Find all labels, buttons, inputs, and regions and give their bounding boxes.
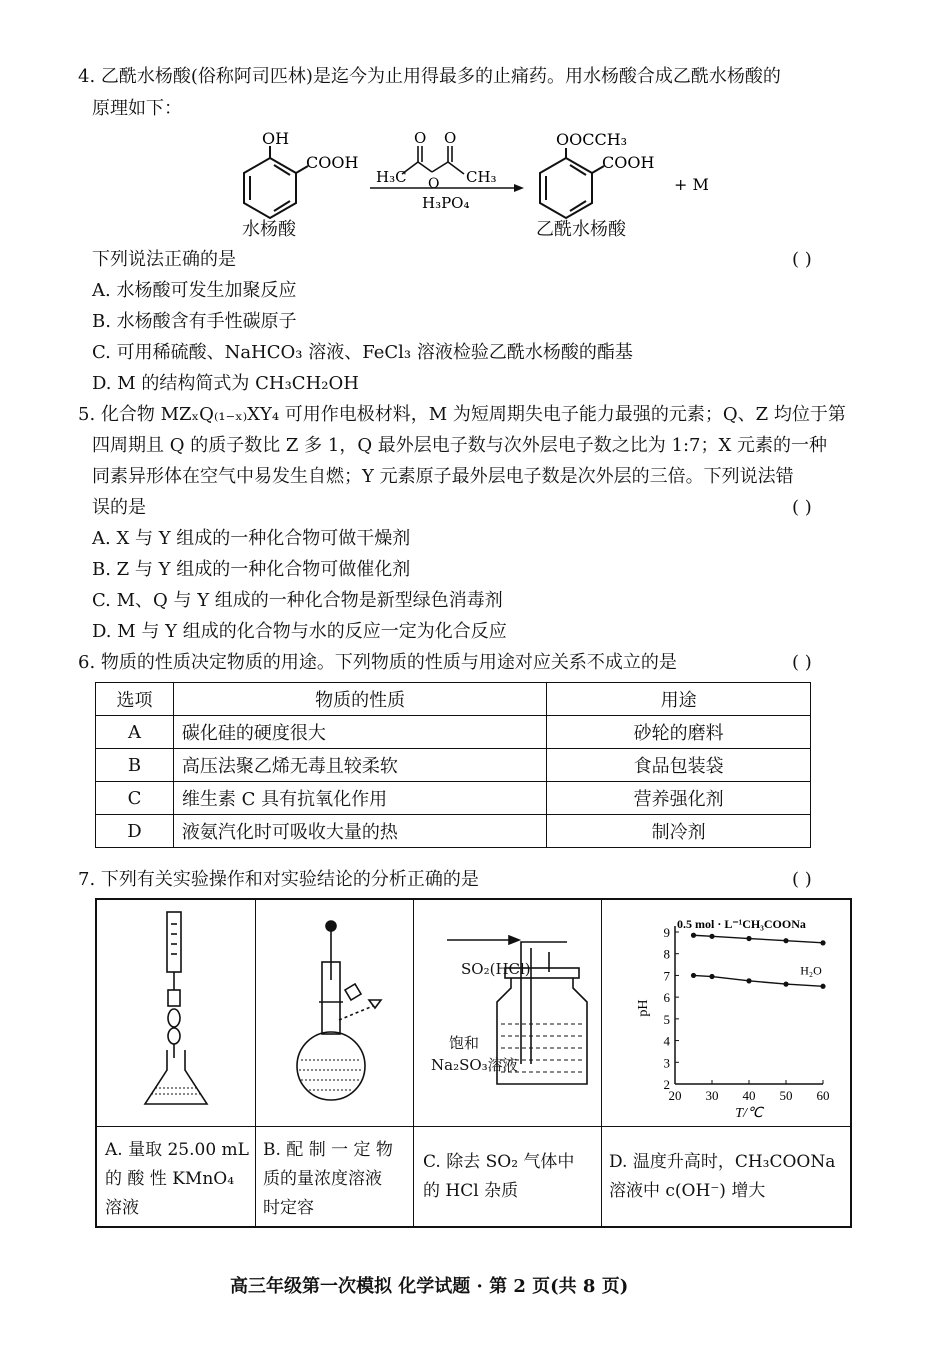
- caption-b-line: 质的量浓度溶液: [263, 1169, 382, 1189]
- q4-line-2: 原理如下：: [92, 98, 182, 119]
- row-use: 营养强化剂: [547, 782, 811, 815]
- experiment-grid: [95, 898, 852, 1228]
- caption-c: [423, 1148, 599, 1206]
- q5-line-3: 同素异形体在空气中易发生自燃；Y 元素原子最外层电子数是次外层的三倍。下列说法错: [92, 466, 794, 487]
- q5-line-4: 误的是: [92, 497, 146, 518]
- product-name: 乙酰水杨酸: [536, 219, 626, 240]
- series-label: H₂O: [800, 963, 822, 978]
- table-row: [96, 782, 811, 815]
- row-use: 制冷剂: [547, 815, 811, 848]
- x-tick-label: 60: [816, 1088, 830, 1103]
- x-tick-label: 50: [779, 1088, 793, 1103]
- properties-table: [95, 682, 811, 848]
- x-tick-label: 20: [668, 1088, 682, 1103]
- series-label: 0.5 mol · L⁻¹CH₃COONa: [677, 917, 806, 931]
- data-point: [709, 974, 714, 979]
- caption-a-line: 溶液: [105, 1198, 139, 1218]
- x-tick-label: 30: [705, 1088, 719, 1103]
- solution-label-2: Na₂SO₃溶液: [431, 1056, 518, 1074]
- byproduct-m: + M: [674, 175, 709, 194]
- row-property: 液氨汽化时可吸收大量的热: [173, 815, 546, 848]
- q4-stem: 下列说法正确的是: [92, 249, 236, 270]
- ph-temperature-chart: [603, 904, 847, 1122]
- header-use: 用途: [547, 683, 811, 716]
- data-point: [820, 984, 825, 989]
- row-option: A: [96, 716, 174, 749]
- y-tick-label: 6: [663, 990, 670, 1006]
- q5-option-c: C. M、Q 与 Y 组成的一种化合物是新型绿色消毒剂: [92, 590, 503, 611]
- q4-option-a: A. 水杨酸可发生加聚反应: [92, 280, 297, 301]
- table-row: [96, 815, 811, 848]
- data-point: [746, 978, 751, 983]
- q4-option-d: D. M 的结构简式为 CH₃CH₂OH: [92, 373, 359, 394]
- reactant-name: 水杨酸: [242, 219, 296, 240]
- anhydride-o-right: O: [444, 129, 457, 147]
- q5-option-d: D. M 与 Y 组成的化合物与水的反应一定为化合反应: [92, 621, 507, 642]
- row-option: D: [96, 815, 174, 848]
- q5-answer-bracket: ( ): [792, 497, 812, 518]
- q5-line-1: 5. 化合物 MZₓQ₍₁₋ₓ₎XY₄ 可用作电极材料，M 为短周期失电子能力最强的元素；Q、Z 均位于第: [78, 404, 846, 425]
- row-option: B: [96, 749, 174, 782]
- caption-a-line: A. 量取 25.00 mL: [105, 1140, 249, 1160]
- y-tick-label: 3: [663, 1055, 670, 1071]
- acetic-anhydride-structure: [402, 146, 464, 174]
- q7-answer-bracket: ( ): [792, 869, 812, 890]
- aspirin-structure: [540, 148, 604, 218]
- reactant-oh: OH: [262, 129, 290, 148]
- caption-c-line: C. 除去 SO₂ 气体中: [423, 1152, 575, 1172]
- row-property: 维生素 C 具有抗氧化作用: [173, 782, 546, 815]
- row-property: 碳化硅的硬度很大: [173, 716, 546, 749]
- solution-label-1: 饱和: [449, 1034, 480, 1052]
- row-option: C: [96, 782, 174, 815]
- gas-wash-bottle-figure: [427, 912, 597, 1112]
- q4-line-1: 4. 乙酰水杨酸(俗称阿司匹林)是迄今为止用得最多的止痛药。用水杨酸合成乙酰水杨酸的: [78, 66, 781, 87]
- data-point: [746, 936, 751, 941]
- grid-divider: [97, 1126, 850, 1127]
- y-tick-label: 5: [663, 1011, 670, 1027]
- reactant-cooh: COOH: [306, 153, 359, 172]
- anhydride-o-bridge: O: [428, 176, 440, 192]
- x-tick-label: 40: [742, 1088, 756, 1103]
- q5-line-2: 四周期且 Q 的质子数比 Z 多 1，Q 最外层电子数与次外层电子数之比为 1:7；X 元素的一种: [92, 435, 828, 456]
- caption-d-line: D. 温度升高时，CH₃COONa: [609, 1152, 836, 1172]
- q4-answer-bracket: ( ): [792, 249, 812, 270]
- x-axis-label: T/℃: [735, 1106, 763, 1121]
- row-property: 高压法聚乙烯无毒且较柔软: [173, 749, 546, 782]
- caption-a: [105, 1136, 251, 1223]
- y-axis-label: pH: [636, 999, 651, 1017]
- y-tick-label: 7: [663, 968, 670, 984]
- q7-stem: 7. 下列有关实验操作和对实验结论的分析正确的是: [78, 869, 479, 890]
- table-row: [96, 749, 811, 782]
- gas-inlet-label: SO₂(HCl): [461, 960, 531, 978]
- anhydride-o-left: O: [414, 129, 427, 147]
- catalyst-label: H₃PO₄: [422, 194, 470, 212]
- caption-b-line: 时定容: [263, 1198, 314, 1218]
- caption-a-line: 的 酸 性 KMnO₄: [105, 1169, 235, 1189]
- burette-titration-figure: [137, 908, 227, 1113]
- q4-option-c: C. 可用稀硫酸、NaHCO₃ 溶液、FeCl₃ 溶液检验乙酰水杨酸的酯基: [92, 342, 633, 363]
- y-tick-label: 8: [663, 946, 670, 962]
- caption-b: [263, 1136, 409, 1223]
- q4-option-b: B. 水杨酸含有手性碳原子: [92, 311, 297, 332]
- y-tick-label: 4: [663, 1033, 670, 1049]
- table-row: [96, 716, 811, 749]
- data-point: [709, 934, 714, 939]
- caption-c-line: 的 HCl 杂质: [423, 1181, 519, 1201]
- data-point: [691, 973, 696, 978]
- q6-stem: 6. 物质的性质决定物质的用途。下列物质的性质与用途对应关系不成立的是: [78, 652, 677, 673]
- data-point: [783, 938, 788, 943]
- header-property: 物质的性质: [173, 683, 546, 716]
- caption-d: [609, 1148, 847, 1206]
- caption-b-line: B. 配 制 一 定 物: [263, 1140, 393, 1160]
- row-use: 食品包装袋: [547, 749, 811, 782]
- header-option: 选项: [96, 683, 174, 716]
- salicylic-acid-structure: [244, 146, 308, 218]
- q5-option-a: A. X 与 Y 组成的一种化合物可做干燥剂: [92, 528, 411, 549]
- data-point: [691, 933, 696, 938]
- page-footer: 高三年级第一次模拟 化学试题 · 第 2 页(共 8 页): [230, 1276, 629, 1297]
- caption-d-line: 溶液中 c(OH⁻) 增大: [609, 1181, 766, 1201]
- y-tick-label: 2: [663, 1077, 670, 1092]
- volumetric-flask-figure: [295, 910, 395, 1110]
- reagent-h3c: H₃C: [376, 168, 407, 186]
- table-header-row: [96, 683, 811, 716]
- reagent-ch3: CH₃: [466, 168, 497, 186]
- q6-answer-bracket: ( ): [792, 652, 812, 673]
- data-point: [783, 982, 788, 987]
- y-tick-label: 9: [663, 925, 670, 940]
- data-point: [820, 940, 825, 945]
- product-cooh: COOH: [602, 153, 655, 172]
- q5-option-b: B. Z 与 Y 组成的一种化合物可做催化剂: [92, 559, 411, 580]
- row-use: 砂轮的磨料: [547, 716, 811, 749]
- product-oocch3: OOCCH₃: [556, 130, 628, 149]
